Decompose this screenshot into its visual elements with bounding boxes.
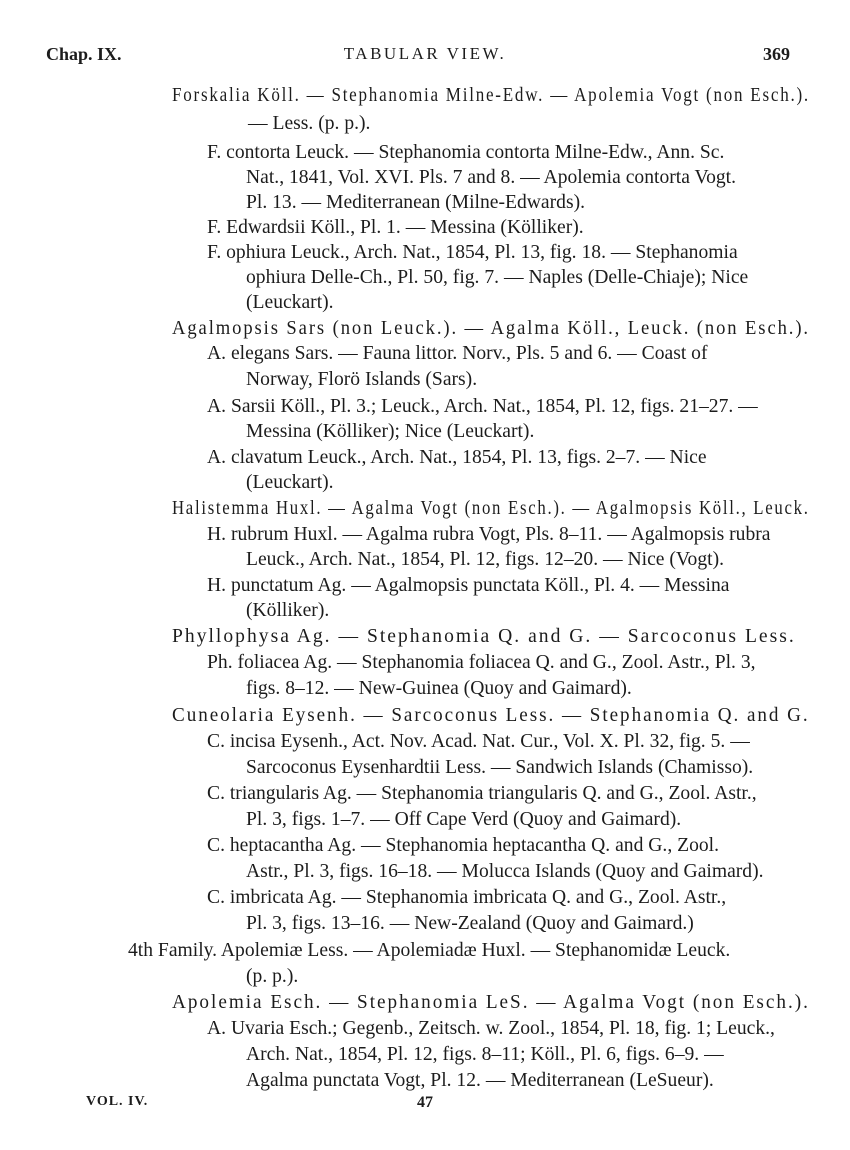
genus-entry: Apolemia Esch. — Stephanomia LeS. — Agalma Vogt (non Esch.).	[172, 992, 810, 1013]
species-entry: F. ophiura Leuck., Arch. Nat., 1854, Pl. 13, fig. 18. — Stephanomia	[207, 242, 738, 263]
text-line: Messina (Kölliker); Nice (Leuckart).	[246, 421, 535, 442]
text-line: Astr., Pl. 3, figs. 16–18. — Molucca Islands (Quoy and Gaimard).	[246, 861, 764, 882]
chapter-label: Chap. IX.	[46, 44, 122, 64]
genus-entry: Halistemma Huxl. — Agalma Vogt (non Esch.). — Agalmopsis Köll., Leuck.	[172, 498, 810, 519]
species-entry: C. heptacantha Ag. — Stephanomia heptacantha Q. and G., Zool.	[207, 835, 720, 856]
species-entry: C. imbricata Ag. — Stephanomia imbricata Q. and G., Zool. Astr.,	[207, 887, 727, 908]
species-entry: H. punctatum Ag. — Agalmopsis punctata Köll., Pl. 4. — Messina	[207, 575, 730, 596]
running-title: TABULAR VIEW.	[343, 44, 507, 63]
page-number: 369	[763, 44, 790, 64]
species-entry: F. contorta Leuck. — Stephanomia contorta Milne-Edw., Ann. Sc.	[207, 142, 725, 163]
text-line: Pl. 13. — Mediterranean (Milne-Edwards).	[246, 192, 585, 213]
species-entry: A. elegans Sars. — Fauna littor. Norv., Pls. 5 and 6. — Coast of	[207, 343, 708, 364]
signature-mark: 47	[417, 1094, 433, 1111]
genus-entry: Phyllophysa Ag. — Stephanomia Q. and G. — Sarcoconus Less.	[172, 626, 796, 647]
genus-entry: Cuneolaria Eysenh. — Sarcoconus Less. — Stephanomia Q. and G.	[172, 705, 810, 726]
species-entry: C. triangularis Ag. — Stephanomia triangularis Q. and G., Zool. Astr.,	[207, 783, 757, 804]
text-line: (Kölliker).	[246, 600, 330, 621]
species-entry: C. incisa Eysenh., Act. Nov. Acad. Nat. Cur., Vol. X. Pl. 32, fig. 5. —	[207, 731, 750, 752]
species-entry: F. Edwardsii Köll., Pl. 1. — Messina (Kölliker).	[207, 217, 584, 238]
volume-label: VOL. IV.	[86, 1094, 149, 1109]
text-line: Nat., 1841, Vol. XVI. Pls. 7 and 8. — Apolemia contorta Vogt.	[246, 167, 737, 188]
family-entry: 4th Family. Apolemiæ Less. — Apolemiadæ Huxl. — Stephanomidæ Leuck.	[128, 940, 731, 961]
text-line: Sarcoconus Eysenhardtii Less. — Sandwich Islands (Chamisso).	[246, 757, 754, 778]
text-line: Arch. Nat., 1854, Pl. 12, figs. 8–11; Köll., Pl. 6, figs. 6–9. —	[246, 1044, 724, 1065]
text-line: (Leuckart).	[246, 472, 334, 493]
text-line: — Less. (p. p.).	[248, 113, 371, 134]
genus-entry: Forskalia Köll. — Stephanomia Milne-Edw. — Apolemia Vogt (non Esch.).	[172, 85, 810, 106]
species-entry: A. Uvaria Esch.; Gegenb., Zeitsch. w. Zool., 1854, Pl. 18, fig. 1; Leuck.,	[207, 1018, 775, 1039]
text-line: (p. p.).	[246, 966, 299, 987]
species-entry: A. clavatum Leuck., Arch. Nat., 1854, Pl. 13, figs. 2–7. — Nice	[207, 447, 707, 468]
genus-entry: Agalmopsis Sars (non Leuck.). — Agalma Köll., Leuck. (non Esch.).	[172, 318, 810, 339]
text-line: Pl. 3, figs. 13–16. — New-Zealand (Quoy and Gaimard.)	[246, 913, 694, 934]
species-entry: H. rubrum Huxl. — Agalma rubra Vogt, Pls. 8–11. — Agalmopsis rubra	[207, 524, 771, 545]
species-entry: A. Sarsii Köll., Pl. 3.; Leuck., Arch. Nat., 1854, Pl. 12, figs. 21–27. —	[207, 396, 758, 417]
text-line: figs. 8–12. — New-Guinea (Quoy and Gaimard).	[246, 678, 632, 699]
species-entry: Ph. foliacea Ag. — Stephanomia foliacea Q. and G., Zool. Astr., Pl. 3,	[207, 652, 756, 673]
text-line: (Leuckart).	[246, 292, 334, 313]
text-line: Norway, Florö Islands (Sars).	[246, 369, 478, 390]
text-line: Pl. 3, figs. 1–7. — Off Cape Verd (Quoy and Gaimard).	[246, 809, 682, 830]
text-line: Leuck., Arch. Nat., 1854, Pl. 12, figs. 12–20. — Nice (Vogt).	[246, 549, 724, 570]
text-line: Agalma punctata Vogt, Pl. 12. — Mediterranean (LeSueur).	[246, 1070, 714, 1091]
text-line: ophiura Delle-Ch., Pl. 50, fig. 7. — Naples (Delle-Chiaje); Nice	[246, 267, 749, 288]
